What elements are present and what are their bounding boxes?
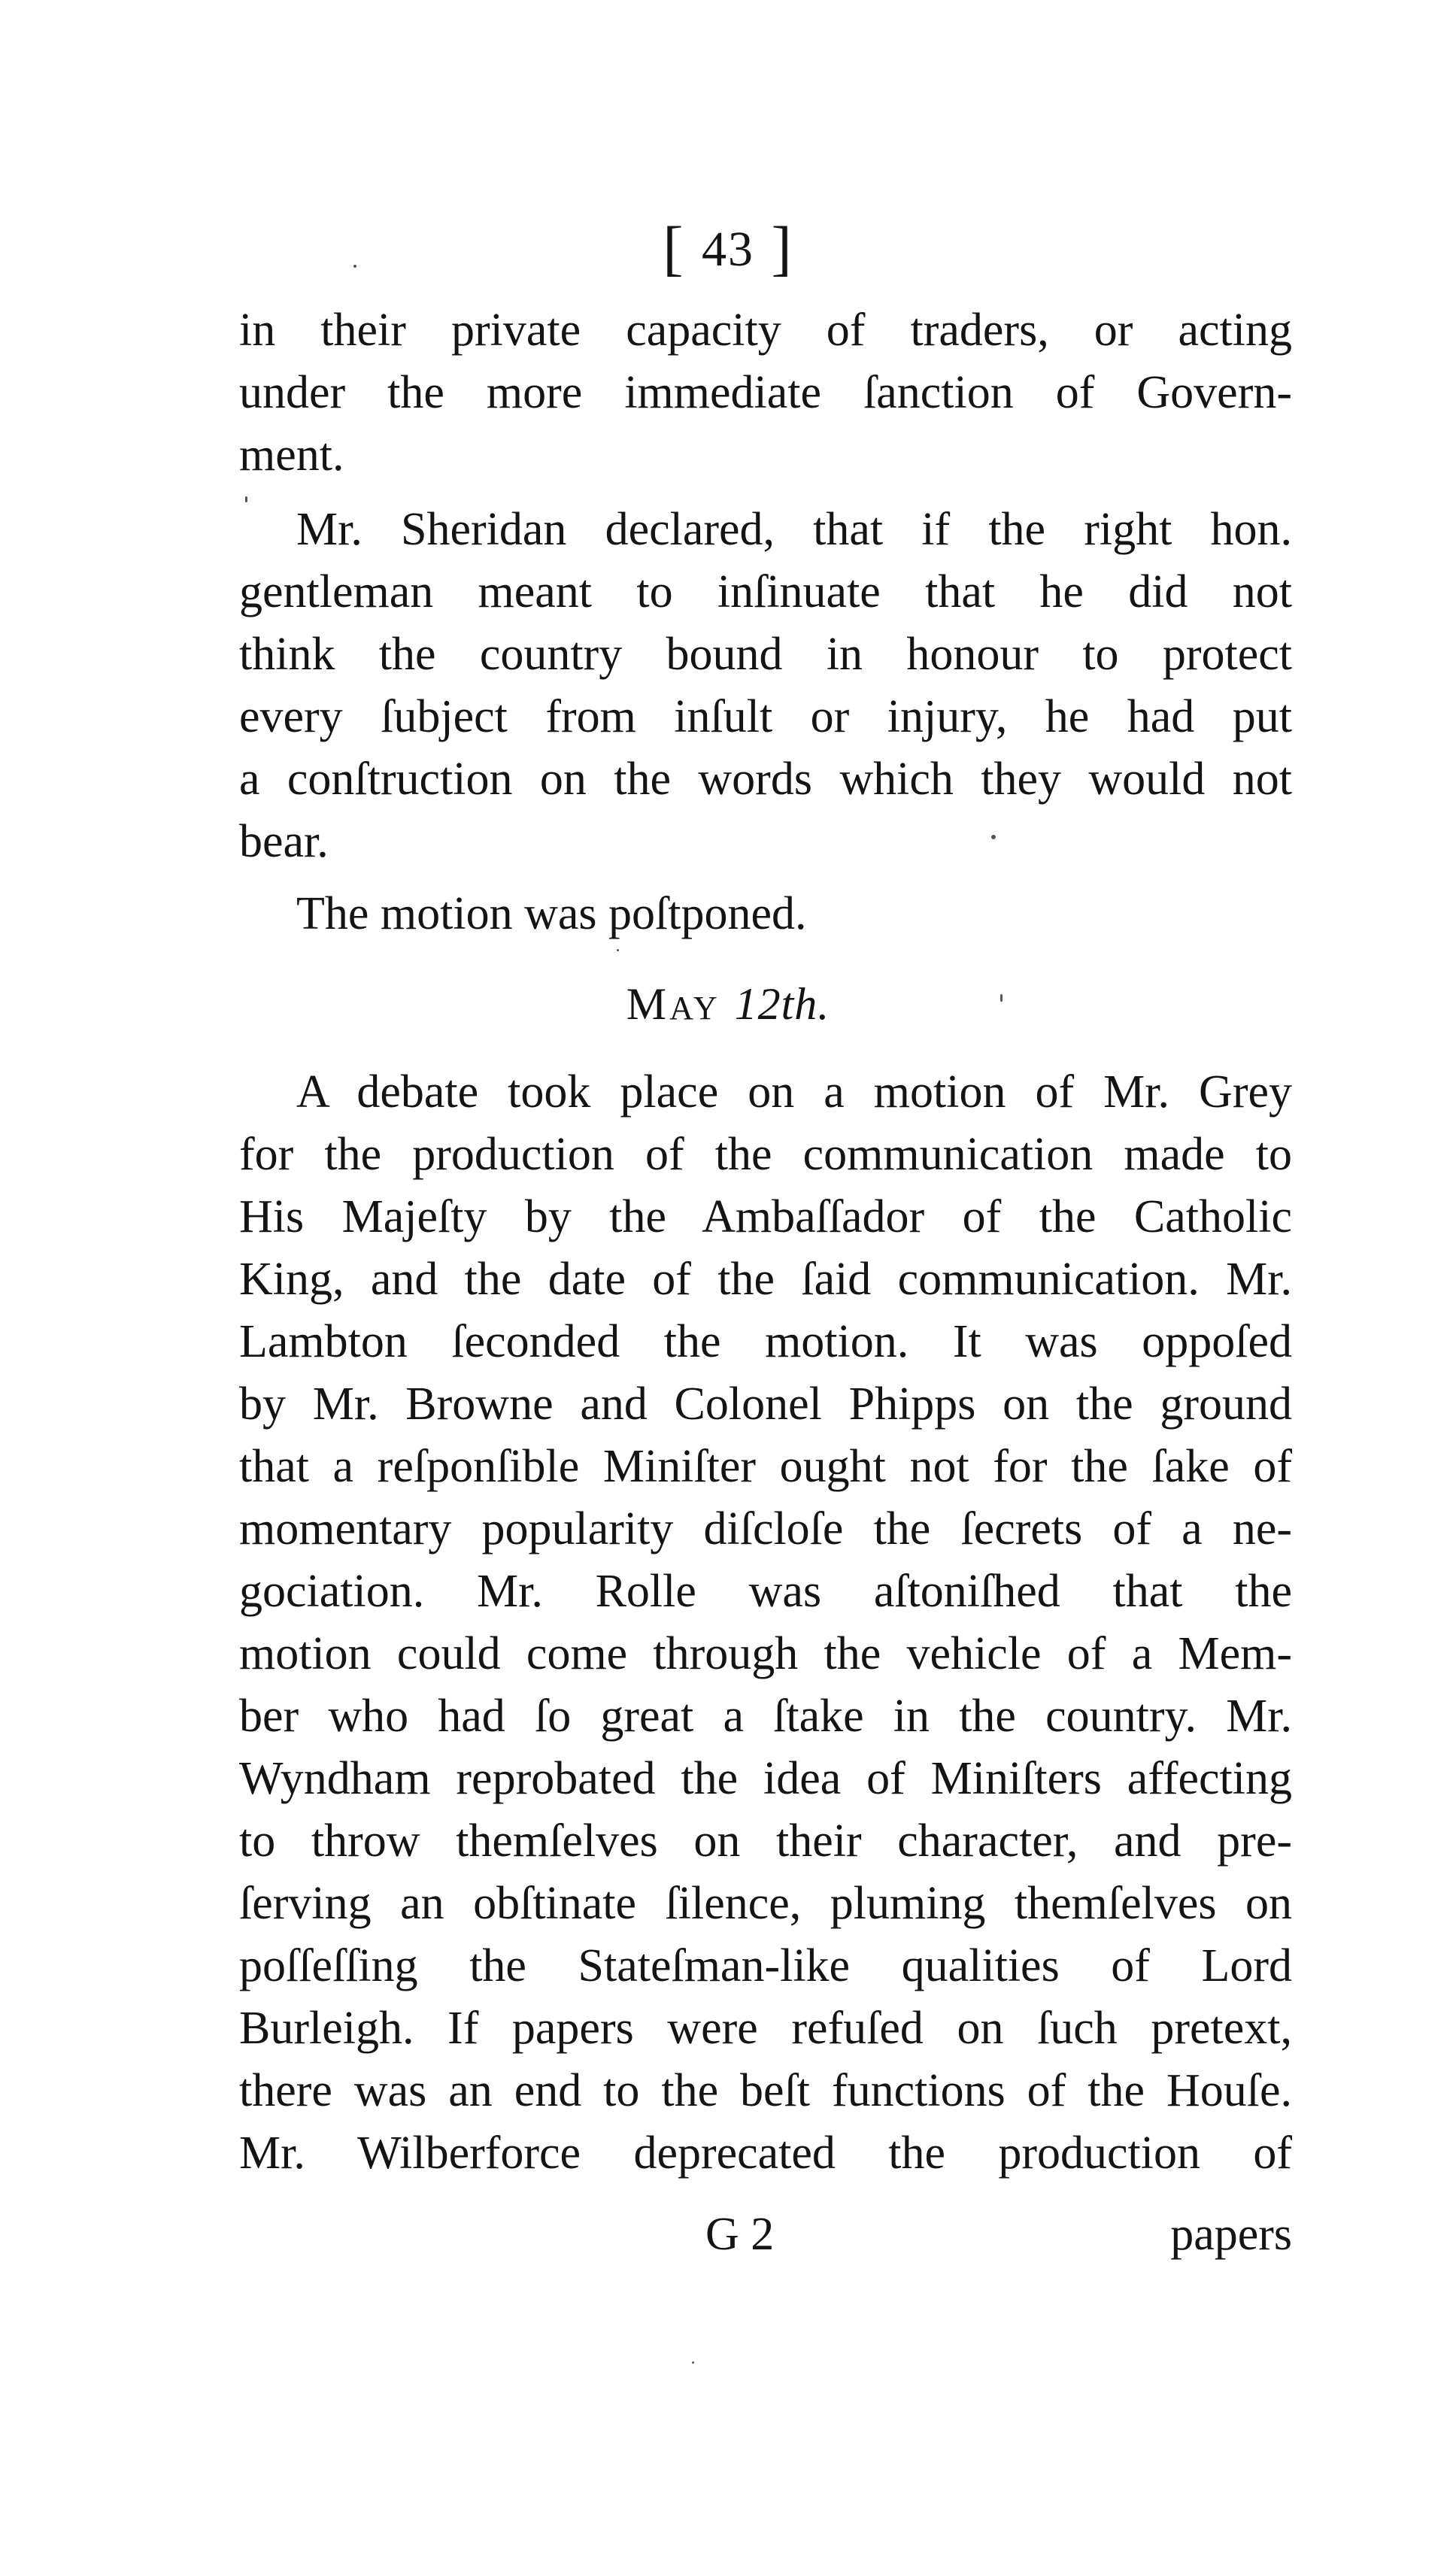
heading-month-rest: AY [669,990,720,1027]
text-line: motion could come through the vehicle of a Mem- [239,1628,1292,1679]
paragraph-debate [239,1061,1292,2185]
text-line: by Mr. Browne and Colonel Phipps on the ground [239,1378,1292,1430]
text-line: King, and the date of the ſaid communication. Mr. [239,1254,1292,1305]
paper-speck [245,496,247,502]
text-line: His Majeſty by the Ambaſſador of the Catholic [239,1191,1292,1242]
text-line: ment. [239,429,344,481]
paper-speck [1000,994,1003,1002]
paragraph-postponed [239,883,1292,945]
paper-speck [991,835,996,839]
text-line: Mr. Wilberforce deprecated the production of [239,2128,1292,2179]
text-line: that a reſponſible Miniſter ought not for the ſake of [239,1441,1292,1492]
text-line: every ſubject from inſult or injury, he had put [239,691,1292,742]
text-line: Mr. Sheridan declared, that if the right hon. [296,504,1292,555]
heading-month-initial: M [626,979,670,1029]
section-heading-date [0,970,1456,1042]
paper-speck [692,2361,694,2364]
text-line: The motion was poſtponed. [296,888,807,939]
text-line: think the country bound in honour to protect [239,629,1292,680]
signature-mark: G 2 [705,2209,775,2260]
text-line: ſerving an obſtinate ſilence, pluming themſelves on [239,1878,1292,1929]
page-footer [239,2203,1292,2266]
text-line: ber who had ſo great a ſtake in the country. Mr. [239,1691,1292,1742]
paper-speck [617,949,619,951]
text-line: there was an end to the beſt functions of the Houſe. [239,2065,1292,2116]
text-line: gociation. Mr. Rolle was aſtoniſhed that the [239,1566,1292,1617]
paragraph-sheridan [239,499,1292,873]
text-line: bear. [239,816,329,867]
catchword: papers [1170,2209,1292,2260]
paragraph-continuation [239,299,1292,487]
text-line: poſſeſſing the Stateſman-like qualities of Lord [239,1940,1292,1991]
text-line: a conſtruction on the words which they would not [239,754,1292,805]
page-header [0,214,1456,284]
text-line: momentary popularity diſcloſe the ſecrets of a ne- [239,1503,1292,1554]
bracket-open: [ [663,214,685,282]
text-line: A debate took place on a motion of Mr. Grey [296,1066,1292,1118]
text-line: for the production of the communication made to [239,1129,1292,1180]
text-line: to throw themſelves on their character, and pre- [239,1815,1292,1867]
text-line: Wyndham reprobated the idea of Miniſters affecting [239,1753,1292,1804]
text-line: under the more immediate ſanction of Govern- [239,367,1292,418]
heading-day: 12th. [734,979,830,1029]
text-line: Lambton ſeconded the motion. It was oppoſed [239,1316,1292,1367]
page-number: 43 [702,222,754,277]
paper-speck [353,265,356,268]
text-line: gentleman meant to inſinuate that he did not [239,566,1292,617]
text-line: Burleigh. If papers were refuſed on ſuch pretext, [239,2003,1292,2054]
text-line: in their private capacity of traders, or acting [239,305,1292,356]
bracket-close: ] [771,214,793,282]
